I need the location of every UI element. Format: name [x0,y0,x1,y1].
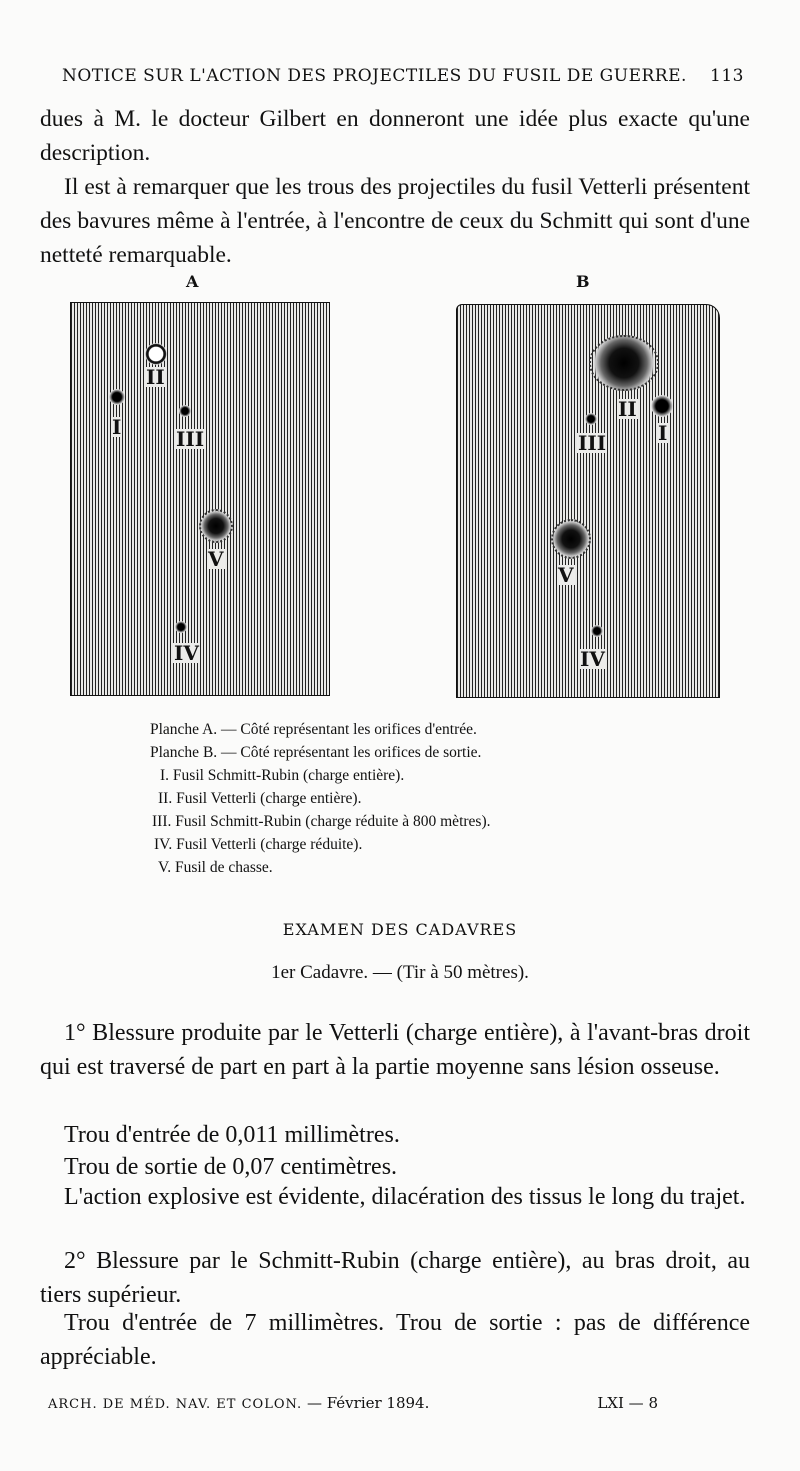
intro-paragraph-1: dues à M. le docteur Gilbert en donneront une idée plus exacte qu'une description. [40,106,750,166]
plate-b-hole-iv [591,625,603,637]
intro-paragraph-2: Il est à remarquer que les trous des projectiles du fusil Vetterli présentent des bavures même à l'entrée, à l'encontre de ceux du Schmitt qui sont d'une netteté remarquable. [40,174,750,268]
plate-b-hole-ii [589,335,659,391]
footer-citation [48,1394,429,1412]
page-footer [48,1394,658,1412]
plate-a-mark-i: I [112,415,122,439]
plate-b [456,304,720,698]
running-header [62,66,744,86]
plate-b-label: B [576,272,590,291]
plate-a-mark-iii: III [176,427,205,451]
footer-journal: ARCH. DE MÉD. NAV. ET COLON. [48,1397,303,1412]
footer-sheet: LXI — 8 [597,1394,658,1412]
body-paragraph-3: Trou de sortie de 0,07 centimètres. [64,1154,398,1180]
body-paragraph-5: 2° Blessure par le Schmitt-Rubin (charge entière), au bras droit, au tiers supérieur. [40,1248,750,1308]
plate-a-hole-iii [179,405,191,417]
plate-b-mark-ii: II [618,397,637,421]
body-paragraph-6: Trou d'entrée de 7 millimètres. Trou de sortie : pas de différence appréciable. [40,1310,750,1370]
footer-date: — Février 1894. [306,1394,430,1412]
plate-b-mark-iii: III [578,431,607,455]
plate-a-mark-iv: IV [174,641,199,665]
plate-b-hole-iii [585,413,597,425]
plate-a-hole-v [199,509,233,543]
plate-b-hole-v [551,519,591,559]
plate-a-hole-iv [175,621,187,633]
plate-a [70,302,330,696]
caption-line: Planche A. — Côté représentant les orifices d'entrée. [150,721,477,738]
caption-line: III. Fusil Schmitt-Rubin (charge réduite à 800 mètres). [152,813,491,830]
plate-a-mark-ii: II [146,365,165,389]
page-number: 113 [710,66,744,86]
plate-a-hole-i [109,389,125,405]
plate-a-hole-ii [145,343,167,365]
plate-b-hole-i [651,395,673,417]
section-title: EXAMEN DES CADAVRES [282,920,518,939]
body-paragraph-4: L'action explosive est évidente, dilacération des tissus le long du trajet. [64,1184,746,1210]
caption-line: II. Fusil Vetterli (charge entière). [158,790,362,807]
plate-b-mark-iv: IV [580,647,605,671]
body-paragraph-2: Trou d'entrée de 0,011 millimètres. [64,1122,400,1148]
plate-b-mark-i: I [658,421,668,445]
body-paragraph-1: 1° Blessure produite par le Vetterli (charge entière), à l'avant-bras droit qui est traversé de part en part à la partie moyenne sans lésion osseuse. [40,1020,750,1080]
caption-line: Planche B. — Côté représentant les orifices de sortie. [150,744,482,761]
plate-a-label: A [186,272,199,291]
plate-a-mark-v: V [208,547,224,571]
plate-b-mark-v: V [558,563,574,587]
caption-line: I. Fusil Schmitt-Rubin (charge entière). [160,767,405,784]
section-subtitle: 1er Cadavre. — (Tir à 50 mètres). [271,962,529,983]
caption-line: IV. Fusil Vetterli (charge réduite). [154,836,363,853]
running-title: NOTICE SUR L'ACTION DES PROJECTILES DU FUSIL DE GUERRE. [62,66,687,86]
caption-line: V. Fusil de chasse. [158,859,273,876]
figure-caption [150,718,490,879]
